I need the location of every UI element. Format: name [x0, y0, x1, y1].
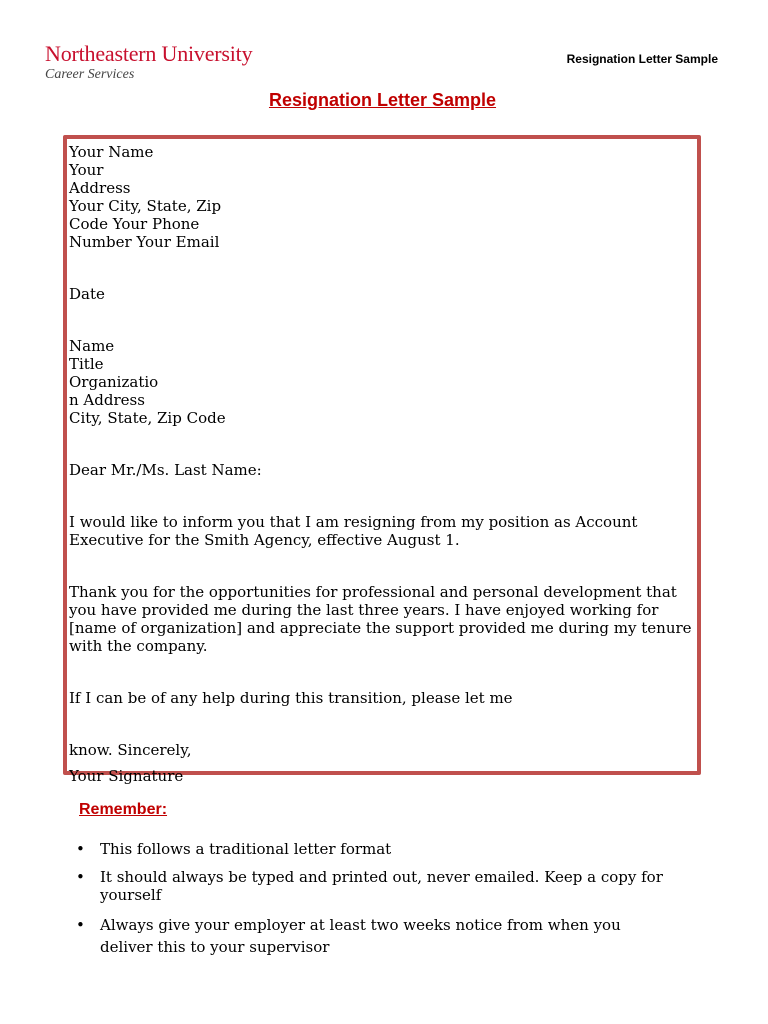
list-item [76, 914, 716, 958]
paragraph-2-line: you have provided me during the last three years. I have enjoyed working for [69, 601, 659, 619]
blank-line [69, 479, 697, 513]
salutation: Dear Mr./Ms. Last Name: [69, 461, 262, 479]
paragraph-1-line: Executive for the Smith Agency, effective August 1. [69, 531, 460, 549]
list-item [76, 840, 716, 858]
sample-letter-box [63, 135, 701, 785]
tip-text: deliver this to your supervisor [100, 938, 330, 956]
page-title: Resignation Letter Sample [268, 90, 497, 110]
paragraph-2-line: [name of organization] and appreciate the support provided me during my tenure [69, 619, 692, 637]
remember-heading: Remember: [79, 801, 168, 818]
bullet-icon: • [76, 916, 85, 934]
remember-tips-list [76, 840, 716, 968]
signature: Your Signature [69, 767, 184, 785]
tip-text: Always give your employer at least two weeks notice from when you [100, 916, 621, 934]
letter-date: Date [69, 285, 105, 303]
paragraph-2-line: with the company. [69, 637, 208, 655]
logo-university-name: Northeastern University [45, 41, 253, 66]
tip-text: yourself [100, 886, 162, 904]
sender-line: Number Your Email [69, 233, 220, 251]
recipient-line: Organizatio [69, 373, 159, 391]
paragraph-1-line: I would like to inform you that I am resigning from my position as Account [69, 513, 638, 531]
bullet-icon: • [76, 868, 85, 886]
recipient-line: Title [69, 355, 104, 373]
recipient-line: n Address [69, 391, 145, 409]
paragraph-3: If I can be of any help during this transition, please let me [69, 689, 513, 707]
closing: know. Sincerely, [69, 741, 192, 759]
tip-text: It should always be typed and printed out, never emailed. Keep a copy for [100, 868, 663, 886]
paragraph-2-line: Thank you for the opportunities for professional and personal development that [69, 583, 677, 601]
sender-line: Your City, State, Zip [69, 197, 222, 215]
blank-line [69, 251, 697, 285]
blank-line [69, 303, 697, 337]
recipient-line: City, State, Zip Code [69, 409, 226, 427]
sender-line: Code Your Phone [69, 215, 200, 233]
blank-line [69, 549, 697, 583]
header-document-label: Resignation Letter Sample [566, 52, 718, 66]
sender-line: Address [69, 179, 131, 197]
recipient-line: Name [69, 337, 115, 355]
bullet-icon: • [76, 840, 85, 858]
logo-subtitle: Career Services [45, 67, 135, 82]
blank-line [69, 427, 697, 461]
tip-text: This follows a traditional letter format [100, 840, 392, 858]
sender-line: Your Name [69, 143, 154, 161]
letter-body [69, 143, 697, 785]
northeastern-logo [45, 42, 252, 83]
list-item [76, 868, 716, 904]
blank-line [69, 655, 697, 689]
sender-line: Your [69, 161, 104, 179]
blank-line [69, 707, 697, 741]
